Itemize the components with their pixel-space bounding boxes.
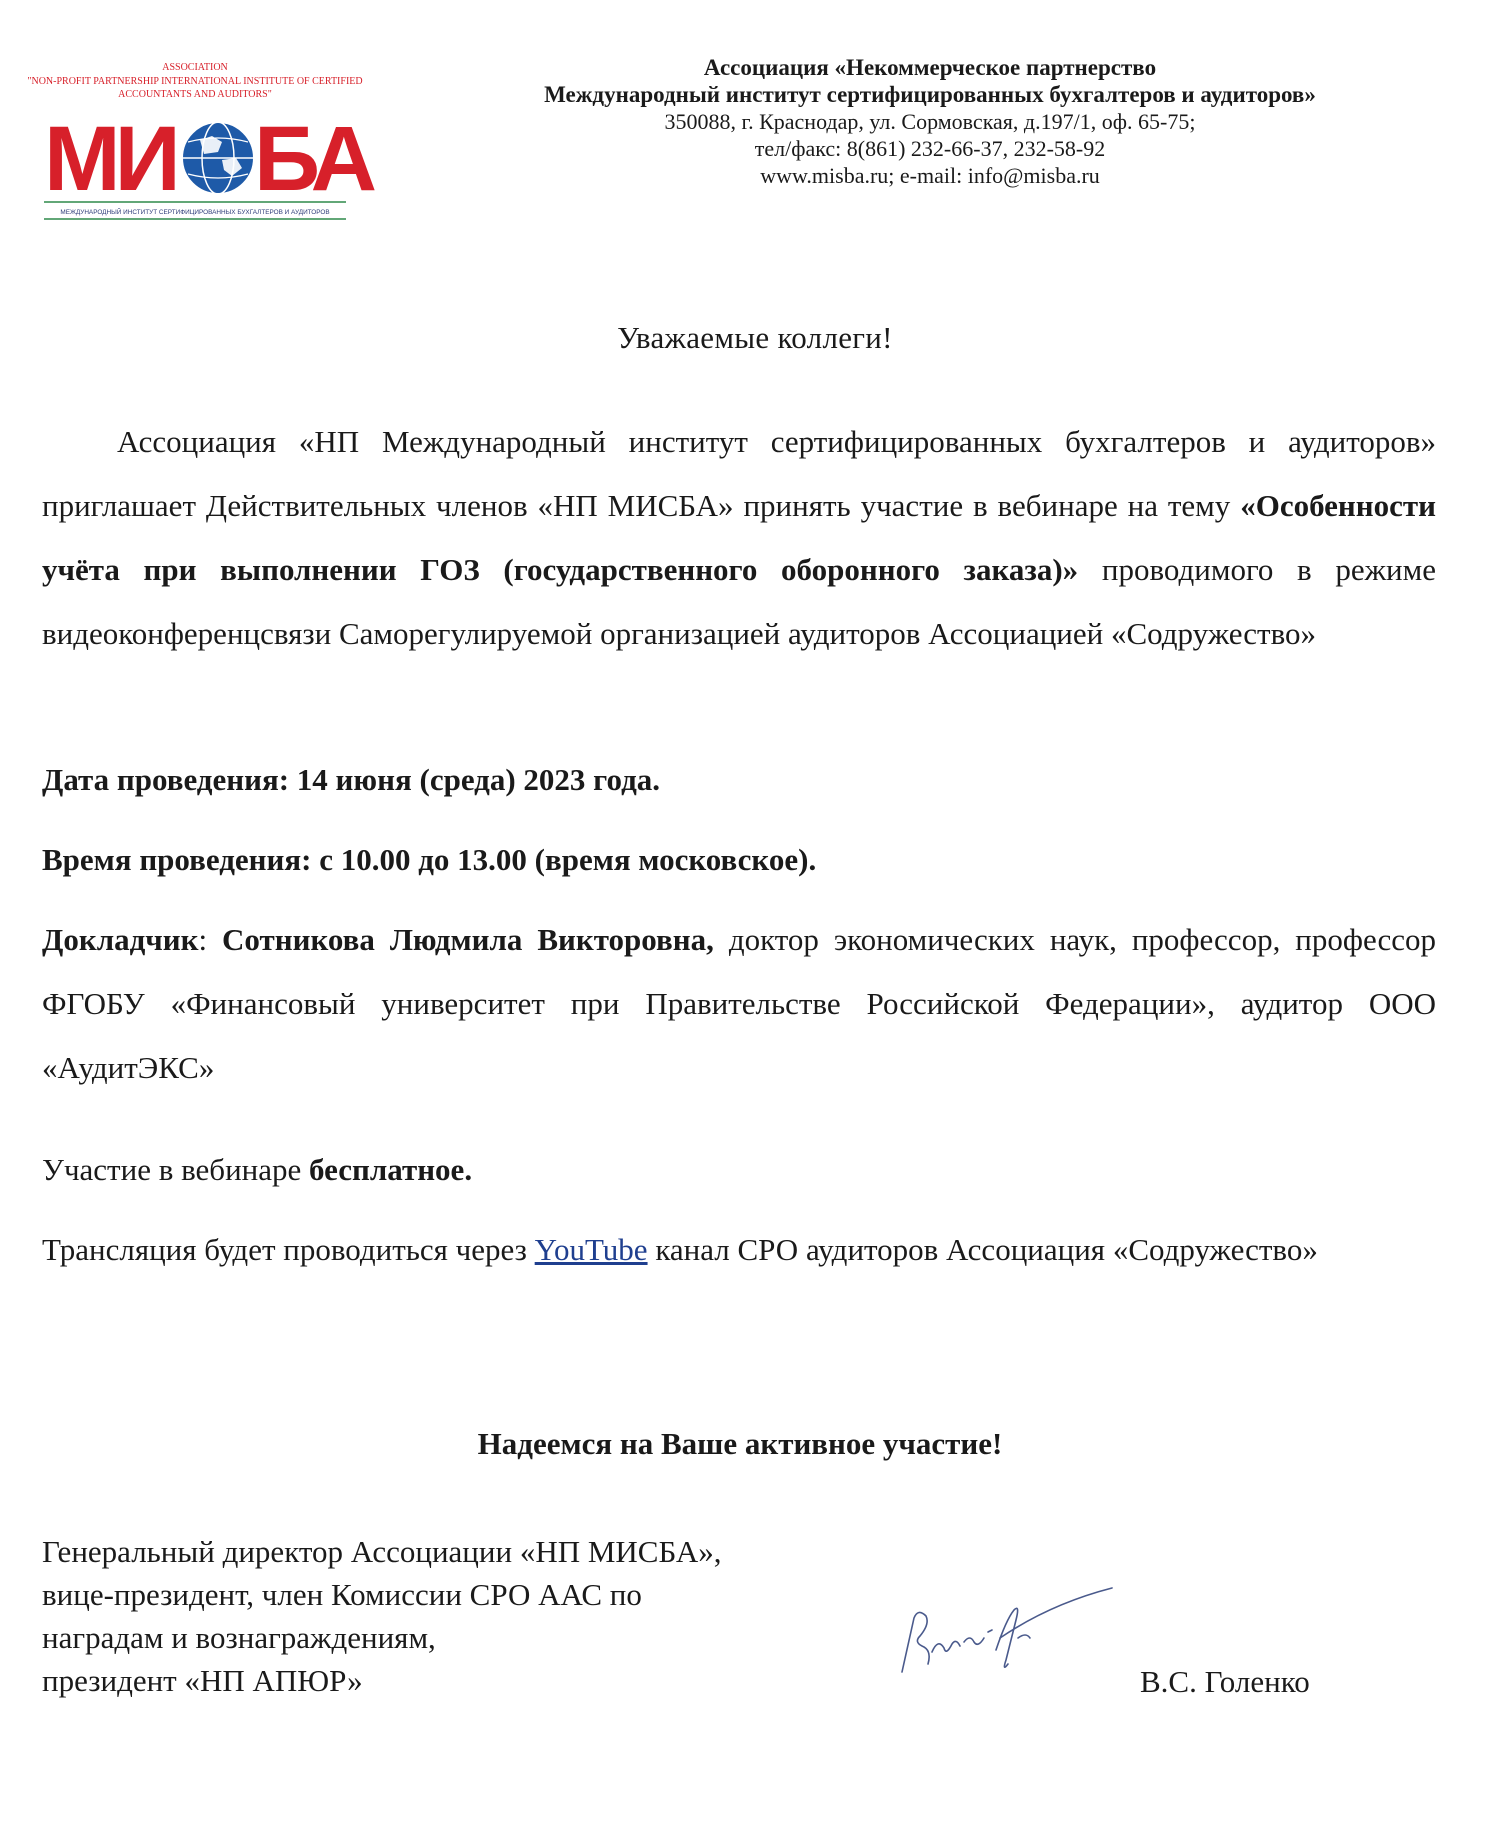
stream-suffix: канал СРО аудиторов Ассоциация «Содружество» xyxy=(647,1232,1318,1267)
logo-top-text-2: "NON-PROFIT PARTNERSHIP INTERNATIONAL INSTITUTE OF CERTIFIED xyxy=(27,76,363,87)
signatory-line-1: Генеральный директор Ассоциации «НП МИСБА», xyxy=(42,1534,722,1569)
invitation-paragraph xyxy=(42,410,1436,666)
event-time: Время проведения: с 10.00 до 13.00 (время московское). xyxy=(42,842,817,877)
greeting: Уважаемые коллеги! xyxy=(617,320,893,355)
speaker-colon: : xyxy=(198,922,223,957)
signatory-title xyxy=(42,1530,902,1702)
globe-icon xyxy=(182,122,254,194)
signatory-line-3: наградам и вознаграждениям, xyxy=(42,1620,436,1655)
signatory-line-2: вице-президент, член Комиссии СРО ААС по xyxy=(42,1577,642,1612)
signer-name: В.С. Голенко xyxy=(1140,1664,1310,1699)
logo-wordmark-left: МИ xyxy=(44,108,175,210)
speaker-details: доктор экономических наук, профессор, профессор ФГОБУ «Финансовый университет при Правительстве Российской Федерации», аудитор ООО «АудитЭКС» xyxy=(42,922,1436,1085)
closing-line: Надеемся на Ваше активное участие! xyxy=(477,1426,1003,1461)
logo-top-text-1: ASSOCIATION xyxy=(162,62,228,73)
signatory-line-4: президент «НП АПЮР» xyxy=(42,1663,363,1698)
participation-free: бесплатное. xyxy=(309,1152,473,1187)
letterhead-line-2: Международный институт сертифицированных бухгалтеров и аудиторов» xyxy=(544,82,1316,107)
logo-bottom-text: МЕЖДУНАРОДНЫЙ ИНСТИТУТ СЕРТИФИЦИРОВАННЫХ БУХГАЛТЕРОВ И АУДИТОРОВ xyxy=(60,209,330,216)
stream-prefix: Трансляция будет проводиться через xyxy=(42,1232,535,1267)
invitation-text-1: Ассоциация «НП Международный институт сертифицированных бухгалтеров и аудиторов» приглашает Действительных членов «НП МИСБА» принять участие в вебинаре на тему xyxy=(42,424,1436,523)
logo-wordmark-right: БА xyxy=(254,108,372,210)
participation-note xyxy=(42,1138,1436,1202)
misba-logo xyxy=(27,58,372,228)
handwritten-signature xyxy=(880,1560,1120,1690)
webinar-topic: «Особенности учёта при выполнении ГОЗ (государственного оборонного заказа)» xyxy=(42,488,1436,587)
invitation-text-2: проводимого в режиме видеоконференцсвязи Саморегулируемой организацией аудиторов Ассоциацией «Содружество» xyxy=(42,552,1437,651)
event-date: Дата проведения: 14 июня (среда) 2023 года. xyxy=(42,762,661,797)
speaker-name: Сотникова Людмила Викторовна, xyxy=(222,922,714,957)
speaker-label: Докладчик xyxy=(42,922,199,957)
youtube-link[interactable]: YouTube xyxy=(534,1232,648,1267)
letterhead-address: 350088, г. Краснодар, ул. Сормовская, д.197/1, оф. 65-75; xyxy=(664,109,1196,134)
speaker-paragraph xyxy=(42,908,1436,1100)
letterhead-contacts: www.misba.ru; e-mail: info@misba.ru xyxy=(760,163,1100,188)
stream-note xyxy=(42,1218,1436,1282)
letterhead-phone: тел/факс: 8(861) 232-66-37, 232-58-92 xyxy=(754,136,1106,161)
logo-top-text-3: ACCOUNTANTS AND AUDITORS" xyxy=(118,89,272,100)
letterhead-line-1: Ассоциация «Некоммерческое партнерство xyxy=(703,55,1157,80)
letterhead xyxy=(460,54,1400,189)
participation-prefix: Участие в вебинаре xyxy=(42,1152,310,1187)
